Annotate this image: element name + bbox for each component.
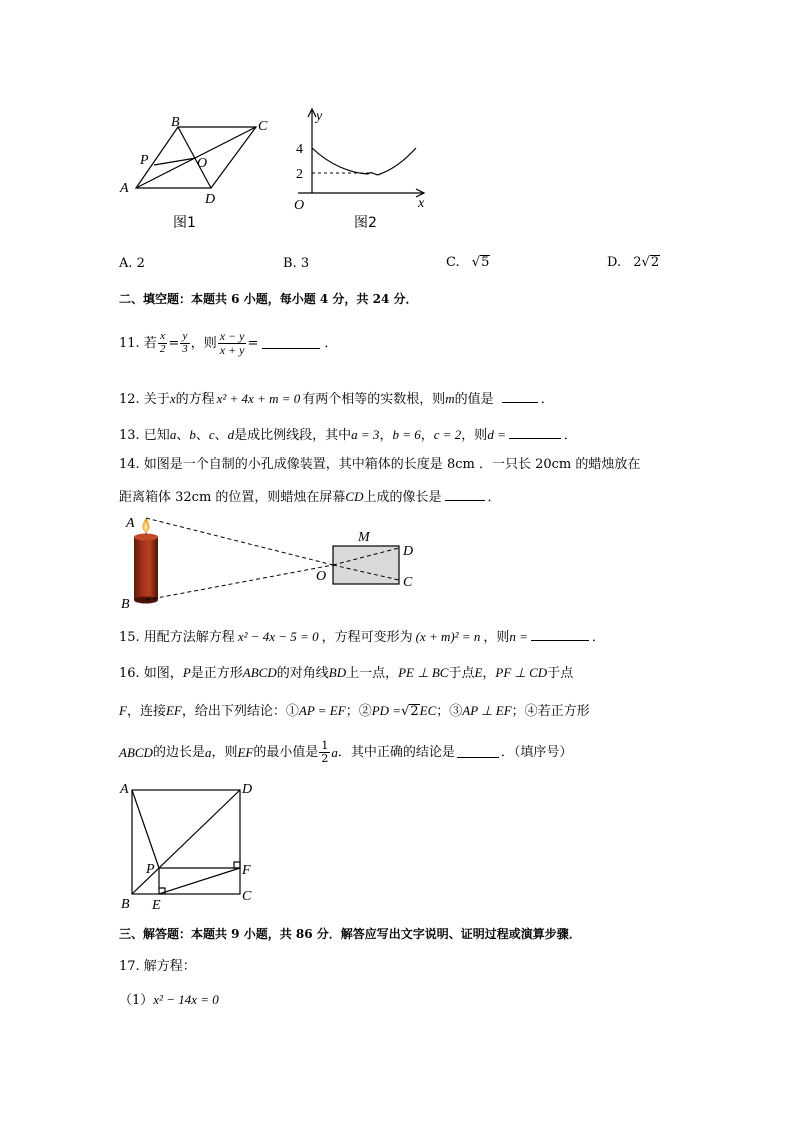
- q14-cd: CD: [345, 489, 364, 504]
- label-A: A: [120, 181, 129, 196]
- question-15: [119, 630, 605, 644]
- figure-2-graph: [290, 105, 440, 235]
- q16-l3e: ．（填序号）: [500, 744, 573, 760]
- q13-sep1: 、: [176, 428, 190, 443]
- q11-f1-num: x: [158, 331, 168, 344]
- q12-mid1: 的方程: [175, 392, 215, 407]
- q15-then: ，则: [483, 630, 510, 645]
- question-11: [119, 330, 337, 356]
- label-C: C: [403, 575, 413, 590]
- label-B: B: [171, 115, 180, 130]
- q13-value-b: b = 6: [392, 427, 421, 442]
- label-B: B: [121, 897, 130, 912]
- label-C: C: [258, 119, 268, 134]
- q14-tail: ．: [487, 490, 501, 505]
- q12-equation: x² + 4x + m = 0: [216, 391, 301, 406]
- q16-l3d: ．其中正确的结论是: [337, 744, 455, 760]
- x-axis-label: x: [418, 196, 425, 211]
- q16-l2e: ；④若正方形: [511, 704, 590, 719]
- q13-sep2: 、: [195, 428, 209, 443]
- q11-f2-num: y: [180, 331, 190, 344]
- q13-d: d: [227, 427, 235, 442]
- q16-EF2: EF: [237, 744, 254, 760]
- q15-n: n =: [509, 629, 528, 644]
- q15-answer-blank[interactable]: [531, 630, 589, 641]
- q13-value-c: c = 2: [433, 427, 462, 442]
- q16-half-num: 1: [321, 739, 329, 752]
- q15-mid: ，方程可变形为: [321, 630, 413, 645]
- q12-m: m: [445, 391, 455, 406]
- option-c-prefix: C.: [446, 255, 460, 270]
- q16-E: E: [474, 665, 483, 680]
- q16-a: a: [204, 744, 212, 760]
- q16-ABCD: ABCD: [242, 665, 277, 680]
- q16-c2-pre: PD =: [371, 703, 402, 718]
- q11-f2-den: 3: [182, 342, 188, 355]
- q11-tail: ．: [324, 335, 338, 351]
- question-16-line2: F，连接EF，给出下列结论：①AP = EF；②PD =√2EC；③AP ⊥ EF；④若正方形: [119, 703, 590, 719]
- q11-num: 11. 若: [119, 335, 157, 351]
- label-O: O: [197, 156, 208, 171]
- q16-l2c: ；②: [345, 704, 372, 719]
- question-12: [119, 392, 554, 406]
- q16-c2-post: EC: [419, 703, 437, 718]
- q16-half-den: 2: [321, 751, 329, 765]
- q17-part1-pre: （1）: [119, 993, 154, 1008]
- q16-a2: a: [331, 744, 338, 760]
- q12-mid2: 有两个相等的实数根，则: [302, 392, 446, 407]
- q13-comma2: ，: [420, 428, 434, 443]
- q16-l2d: ；③: [436, 704, 463, 719]
- q11-eq: =: [168, 335, 180, 351]
- option-d-prefix: D.: [607, 255, 622, 270]
- section-2-heading: 二、填空题：本题共 6 小题，每小题 4 分，共 24 分．: [119, 292, 418, 306]
- question-17-title: 17. 解方程：: [119, 959, 196, 974]
- option-b: B. 3: [283, 256, 310, 271]
- fig1-caption: 图1: [173, 215, 196, 231]
- label-D: D: [403, 544, 414, 559]
- question-16-line3: [119, 740, 572, 764]
- q16-c2-rad: 2: [410, 704, 419, 719]
- q16-l1c: 上一点，: [346, 666, 399, 681]
- label-E: E: [152, 898, 161, 913]
- q16-l3a: 的边长是: [152, 744, 205, 760]
- label-A: A: [126, 516, 135, 531]
- q16-conclusion-3: AP ⊥ EF: [462, 703, 512, 718]
- q11-f3-num: x − y: [219, 329, 245, 343]
- y-axis-label: y: [316, 109, 323, 124]
- q16-l1e: ，: [482, 666, 496, 681]
- q15-pre: 15. 用配方法解方程: [119, 630, 235, 645]
- q16-pre: 16. 如图，: [119, 666, 183, 681]
- q13-answer-blank[interactable]: [509, 428, 561, 439]
- origin-label: O: [294, 198, 305, 213]
- q16-BD: BD: [328, 665, 347, 680]
- label-B: B: [121, 597, 130, 612]
- label-C: C: [242, 889, 252, 904]
- q16-answer-blank[interactable]: [457, 747, 499, 758]
- question-14-line1: 14. 如图是一个自制的小孔成像装置，其中箱体的长度是 8cm ．一只长 20cm 的蜡烛放在: [119, 457, 641, 472]
- candle-icon: [134, 518, 158, 604]
- label-O: O: [316, 569, 327, 584]
- question-16-line1: [119, 666, 573, 680]
- question-14-line2: [119, 490, 501, 504]
- q11-f3-den: x + y: [219, 342, 245, 357]
- q15-form: (x + m)² = n: [415, 629, 481, 644]
- q16-l1b: 的对角线: [276, 666, 329, 681]
- label-F: F: [242, 863, 251, 878]
- q12-answer-blank[interactable]: [502, 392, 538, 403]
- q13-value-a: a = 3: [351, 427, 380, 442]
- label-M: M: [358, 530, 370, 545]
- q16-l3c: 的最小值是: [253, 744, 319, 760]
- q17-part1-equation: x² − 14x = 0: [153, 992, 219, 1007]
- q16-pf: PF ⊥ CD: [495, 665, 548, 680]
- q13-c: c: [208, 427, 215, 442]
- q13-pre: 13. 已知: [119, 428, 170, 443]
- label-P: P: [146, 862, 155, 877]
- q13-then: ，则: [461, 428, 488, 443]
- q13-b: b: [189, 427, 196, 442]
- q13-tail: ．: [563, 428, 577, 443]
- option-d: D. 2√2: [607, 255, 660, 270]
- q14-line2-pre: 距离箱体 32cm 的位置，则蜡烛在屏幕: [119, 490, 346, 505]
- q16-P: P: [182, 665, 191, 680]
- q12-mid3: 的值是: [454, 392, 494, 407]
- q13-sep3: 、: [214, 428, 228, 443]
- q11-end: =: [247, 335, 259, 351]
- q16-l3b: ，则: [211, 744, 238, 760]
- figure-pinhole-camera: [115, 512, 425, 612]
- q16-l1a: 是正方形: [190, 666, 243, 681]
- question-13: [119, 428, 577, 442]
- q13-value-d: d =: [487, 427, 506, 442]
- figure-square: [115, 778, 265, 913]
- q16-l1d: 于点: [448, 666, 475, 681]
- q11-answer-blank[interactable]: [262, 338, 320, 349]
- q11-mid: ，则: [190, 335, 217, 351]
- label-A: A: [120, 782, 129, 797]
- q16-F: F: [119, 703, 127, 718]
- q13-comma1: ，: [379, 428, 393, 443]
- q16-EF: EF: [165, 703, 182, 718]
- q15-equation: x² − 4x − 5 = 0: [237, 629, 319, 644]
- q14-answer-blank[interactable]: [445, 490, 485, 501]
- q15-tail: ．: [591, 630, 605, 645]
- option-d-coef: 2: [633, 255, 642, 270]
- q12-tail: ．: [540, 392, 554, 407]
- q16-l2a: ，连接: [126, 704, 166, 719]
- option-a: A. 2: [119, 256, 145, 271]
- label-P: P: [140, 153, 149, 168]
- fig2-caption: 图2: [354, 215, 377, 231]
- q16-l2b: ，给出下列结论：①: [181, 704, 299, 719]
- tick-2: 2: [296, 167, 303, 182]
- q13-a: a: [169, 427, 177, 442]
- question-17-part1: [119, 993, 219, 1007]
- tick-4: 4: [296, 142, 303, 157]
- q16-conclusion-1: AP = EF: [298, 703, 346, 718]
- q16-l1f: 于点: [547, 666, 574, 681]
- q16-ABCD2: ABCD: [119, 744, 153, 760]
- label-D: D: [242, 782, 253, 797]
- q12-x: x: [169, 391, 176, 406]
- q14-line2-post: 上成的像长是: [363, 490, 442, 505]
- option-c-radicand: 5: [481, 255, 490, 270]
- section-3-heading: 三、解答题：本题共 9 小题，共 86 分．解答应写出文字说明、证明过程或演算步骤．: [119, 927, 581, 941]
- option-c: C. √5: [446, 255, 490, 270]
- q16-pe: PE ⊥ BC: [398, 665, 449, 680]
- q13-mid: 是成比例线段，其中: [234, 428, 352, 443]
- q12-pre: 12. 关于: [119, 392, 170, 407]
- q11-f1-den: 2: [159, 342, 166, 355]
- option-d-radicand: 2: [650, 255, 660, 270]
- label-D: D: [205, 192, 216, 207]
- figure-1-parallelogram: [112, 110, 282, 235]
